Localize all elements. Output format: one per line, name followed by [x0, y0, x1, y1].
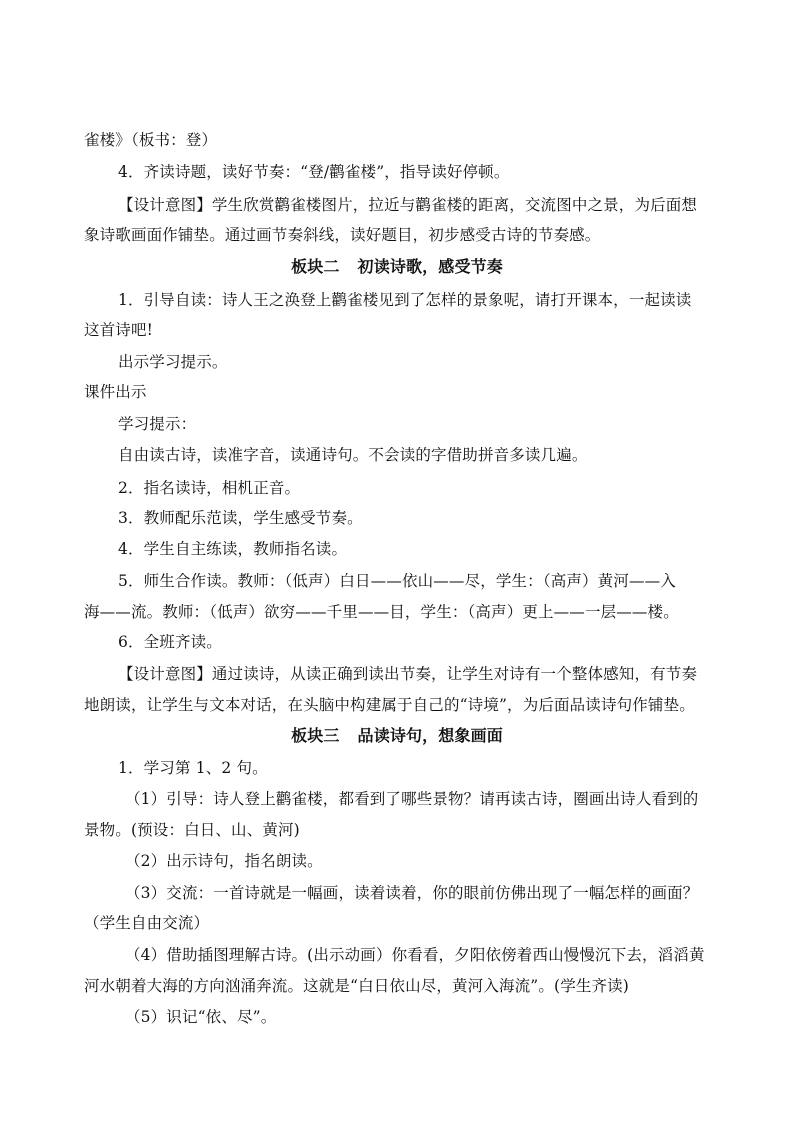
text-line: （3）交流：一首诗就是一幅画，读着读着，你的眼前仿佛出现了一幅怎样的画面？: [125, 884, 699, 902]
design-intent-line: 【设计意图】学生欣赏鹳雀楼图片，拉近与鹳雀楼的距离，交流图中之景，为后面想: [118, 196, 698, 214]
text-line: （1）引导：诗人登上鹳雀楼，都看到了哪些景物？请再读古诗，圈画出诗人看到的: [125, 790, 699, 808]
section-heading-2: [0, 257, 794, 277]
section-heading-label: 板块二: [291, 257, 340, 276]
section-heading-title: 初读诗歌，感受节奏: [357, 257, 503, 276]
text-line: 这首诗吧!: [84, 321, 153, 339]
text-line: 海——流。教师：（低声）欲穷——千里——目，学生：（高声）更上——一层——楼。: [84, 603, 679, 621]
section-heading-3: [0, 726, 794, 746]
text-line: （5）识记“依、尽”。: [125, 1008, 277, 1026]
text-line: 5．师生合作读。教师：（低声）白日——依山——尽，学生：（高声）黄河——入: [118, 572, 676, 590]
text-line: 1．学习第 1、2 句。: [118, 759, 268, 777]
text-line: （学生自由交流）: [84, 914, 210, 932]
section-heading-title: 品读诗句，想象画面: [357, 726, 503, 745]
text-line: 4．齐读诗题，读好节奏：“登/鹳雀楼”，指导读好停顿。: [118, 163, 510, 181]
text-line: 景物。(预设：白日、山、黄河): [84, 821, 300, 839]
text-line: 自由读古诗，读准字音，读通诗句。不会读的字借助拼音多读几遍。: [118, 446, 588, 464]
text-line: 6．全班齐读。: [118, 633, 222, 651]
text-line: 出示学习提示。: [118, 353, 228, 371]
design-intent-line: 【设计意图】通过读诗，从读正确到读出节奏，让学生对诗有一个整体感知，有节奏: [118, 665, 698, 683]
text-line: 学习提示：: [118, 415, 197, 433]
section-heading-label: 板块三: [291, 726, 340, 745]
text-line: 雀楼》（板书：登）: [84, 131, 218, 149]
text-line: 河水朝着大海的方向汹涌奔流。这就是“白日依山尽，黄河入海流”。(学生齐读): [84, 977, 629, 995]
text-line: （2）出示诗句，指名朗读。: [125, 852, 323, 870]
text-line: 地朗读，让学生与文本对话，在头脑中构建属于自己的“诗境”，为后面品读诗句作铺垫。: [84, 696, 695, 714]
text-line: 4．学生自主练读，教师指名读。: [118, 540, 348, 558]
text-line: 课件出示: [84, 383, 147, 401]
text-line: （4）借助插图理解古诗。(出示动画）你看看，夕阳依傍着西山慢慢沉下去，滔滔黄: [125, 946, 705, 964]
text-line: 3．教师配乐范读，学生感受节奏。: [118, 509, 363, 527]
text-line: 1．引导自读：诗人王之涣登上鹳雀楼见到了怎样的景象呢，请打开课本，一起读读: [118, 291, 692, 309]
text-line: 象诗歌画面作铺垫。通过画节奏斜线，读好题目，初步感受古诗的节奏感。: [84, 226, 601, 244]
text-line: 2．指名读诗，相机正音。: [118, 479, 301, 497]
